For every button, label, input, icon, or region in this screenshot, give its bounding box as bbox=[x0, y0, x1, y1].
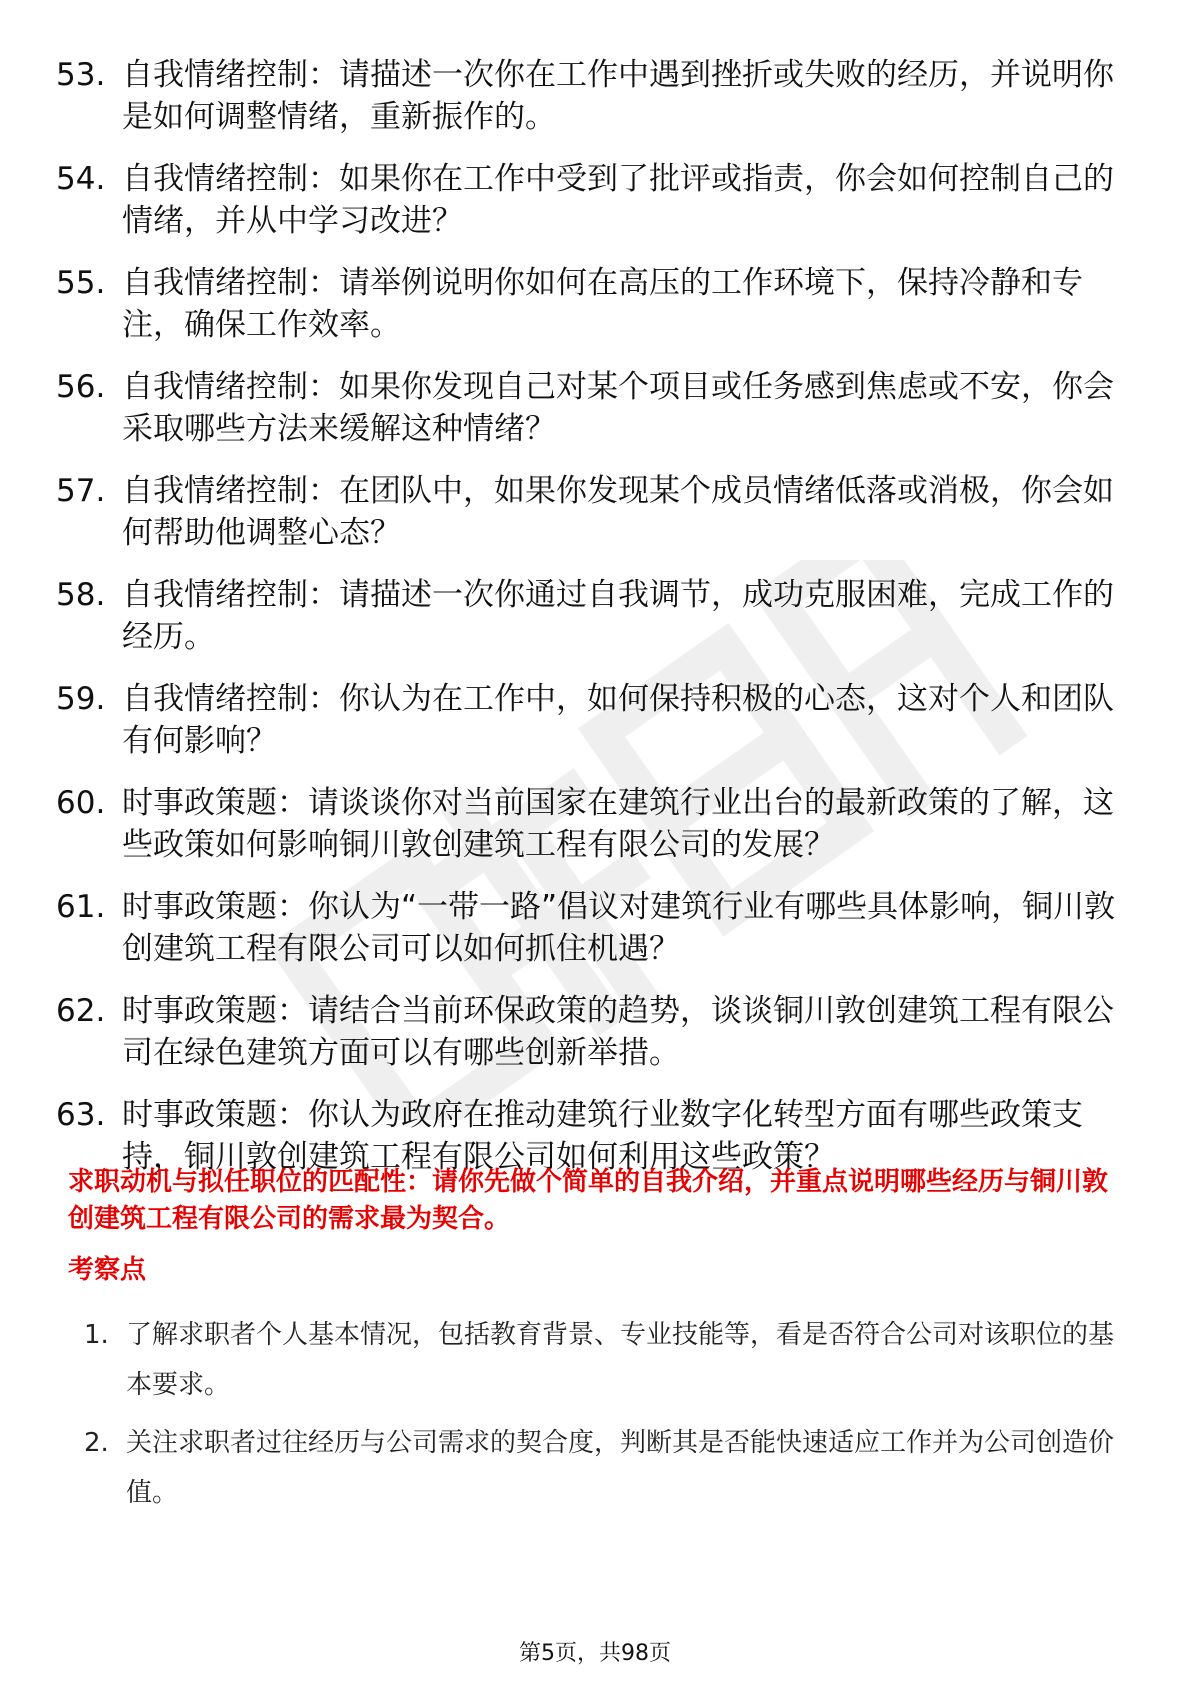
question-item bbox=[56, 574, 1126, 658]
question-text: 自我情绪控制：请描述一次你在工作中遇到挫折或失败的经历，并说明你是如何调整情绪，重新振作的。 bbox=[122, 57, 1114, 135]
question-item bbox=[56, 782, 1126, 866]
page-footer: 第5页，共98页 bbox=[519, 1641, 671, 1666]
question-number: 62. bbox=[56, 993, 106, 1029]
focus-point-item bbox=[84, 1418, 1128, 1518]
focus-point-number: 2. bbox=[84, 1428, 109, 1458]
question-number: 63. bbox=[56, 1097, 106, 1133]
focus-point-item bbox=[84, 1310, 1128, 1410]
question-number: 53. bbox=[56, 57, 106, 93]
focus-point-number: 1. bbox=[84, 1320, 109, 1350]
question-text: 时事政策题：请谈谈你对当前国家在建筑行业出台的最新政策的了解，这些政策如何影响铜川敦创建筑工程有限公司的发展？ bbox=[122, 785, 1114, 863]
question-item bbox=[56, 262, 1126, 346]
question-text: 时事政策题：你认为“一带一路”倡议对建筑行业有哪些具体影响，铜川敦创建筑工程有限公司可以如何抓住机遇？ bbox=[122, 889, 1116, 967]
question-item bbox=[56, 54, 1126, 138]
question-text: 自我情绪控制：你认为在工作中，如何保持积极的心态，这对个人和团队有何影响？ bbox=[122, 681, 1114, 759]
question-text: 时事政策题：你认为政府在推动建筑行业数字化转型方面有哪些政策支持，铜川敦创建筑工程有限公司如何利用这些政策？ bbox=[122, 1097, 1083, 1175]
focus-heading: 考察点 bbox=[68, 1255, 147, 1285]
question-text: 自我情绪控制：如果你发现自己对某个项目或任务感到焦虑或不安，你会采取哪些方法来缓解这种情绪？ bbox=[122, 369, 1114, 447]
question-number: 58. bbox=[56, 577, 106, 613]
question-text: 自我情绪控制：在团队中，如果你发现某个成员情绪低落或消极，你会如何帮助他调整心态？ bbox=[122, 473, 1114, 551]
question-number: 55. bbox=[56, 265, 106, 301]
question-item bbox=[56, 158, 1126, 242]
question-number: 59. bbox=[56, 681, 106, 717]
question-number: 54. bbox=[56, 161, 106, 197]
question-item bbox=[56, 678, 1126, 762]
focus-point-text: 关注求职者过往经历与公司需求的契合度，判断其是否能快速适应工作并为公司创造价值。 bbox=[126, 1428, 1115, 1508]
question-text: 自我情绪控制：请举例说明你如何在高压的工作环境下，保持冷静和专注，确保工作效率。 bbox=[122, 265, 1083, 343]
question-text: 时事政策题：请结合当前环保政策的趋势，谈谈铜川敦创建筑工程有限公司在绿色建筑方面可以有哪些创新举措。 bbox=[122, 993, 1114, 1071]
question-text: 自我情绪控制：请描述一次你通过自我调节，成功克服困难，完成工作的经历。 bbox=[122, 577, 1114, 655]
question-item bbox=[56, 470, 1126, 554]
question-number: 56. bbox=[56, 369, 106, 405]
question-number: 60. bbox=[56, 785, 106, 821]
question-text: 自我情绪控制：如果你在工作中受到了批评或指责，你会如何控制自己的情绪，并从中学习改进？ bbox=[122, 161, 1114, 239]
question-number: 57. bbox=[56, 473, 106, 509]
question-item bbox=[56, 886, 1126, 970]
question-item bbox=[56, 990, 1126, 1074]
focus-point-text: 了解求职者个人基本情况，包括教育背景、专业技能等，看是否符合公司对该职位的基本要求。 bbox=[126, 1320, 1115, 1400]
focus-points-list bbox=[84, 1310, 1128, 1526]
question-item bbox=[56, 366, 1126, 450]
question-number: 61. bbox=[56, 889, 106, 925]
question-list bbox=[56, 54, 1126, 1198]
highlight-prompt: 求职动机与拟任职位的匹配性：请你先做个简单的自我介绍，并重点说明哪些经历与铜川敦创建筑工程有限公司的需求最为契合。 bbox=[68, 1167, 1109, 1234]
